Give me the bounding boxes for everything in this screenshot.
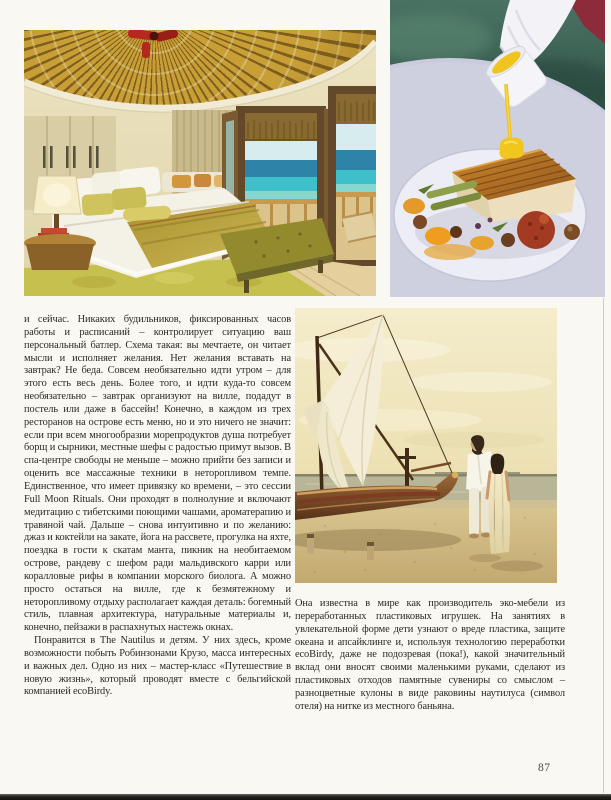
bedroom-photo-illustration (24, 30, 376, 296)
bedroom-photo (24, 30, 376, 296)
food-photo-illustration (390, 0, 605, 297)
food-photo (390, 0, 605, 297)
article-paragraph: Она известна в мире как производитель эко-мебели из переработанных пластиковых игрушек. На занятиях в увлекательной форме дети узнают о вреде пластика, защите океана и апсайклинге и, используя технологию переработки ecoBirdy, даже не подозревая (пока!), какой значительный вклад они вносят своими маленькими руками, сделают из пластиковых отходов памятные сувениры со смыслом – разноцветные кулоны в виде раковины наутилуса (символ отеля) на нитке из местного баньяна. (295, 598, 565, 712)
page-edge-line (603, 298, 604, 793)
article-column-right (295, 598, 565, 714)
scan-edge-bottom (0, 794, 611, 800)
article-paragraph: Понравится в The Nautilus и детям. У них здесь, кроме возможности побыть Робинзонами Крузо, масса интересных и важных дел. Одно из них – мастер-класс «Путешествие в новую жизнь», который проводят вместе с бельгийской компанией ecoBirdy. (24, 635, 291, 698)
beach-photo-illustration (295, 308, 557, 583)
article-paragraph: и сейчас. Никаких будильников, фиксированных часов работы и расписаний – контролирует ситуацию ваш персональный батлер. Схема такая: вы мечтаете, он читает мысли и исполняет желания. Нет желания вставать на завтрак? Не беда. Совсем необязательно идти утром – для этого есть весь день. Более того, и идти куда-то совсем необязательно – завтрак организуют на вилле, подадут в постель или даже в бассейн! Конечно, в каждом из трех ресторанов на острове есть меню, но и это ничего не значит: если при всем многообразии морепродуктов душа потребует борщ и сырники, местные шефы с радостью примут вызов. В спа-центре свободы не меньше – можно прийти без записи и оценить все массажные техники в неторопливом темпе. Единственное, что имеет привязку ко времени, – это сессии Full Moon Rituals. Они проходят в полнолуние и включают медитацию с тибетскими поющими чашами, ароматерапию и травяной чай. Дальше – снова интуитивно и по желанию: джаз и коктейли на закате, йога на рассвете, прогулка на яхте, поездка в гости к скатам манта, пикник на необитаемом острове, рандеву с шефом ради мальдивского карри или коралловые рифы в компании морского биолога. А можно просто остаться на вилле, где к безмятежному и неторопливому отдыху располагает каждая деталь: богемный стиль, плавная архитектура, натуральные материалы и, конечно, пейзажи в распахнутых настежь окнах. (24, 314, 291, 634)
page-number: 87 (538, 762, 551, 774)
article-column-left (24, 314, 291, 699)
beach-sailboat-photo (295, 308, 557, 583)
